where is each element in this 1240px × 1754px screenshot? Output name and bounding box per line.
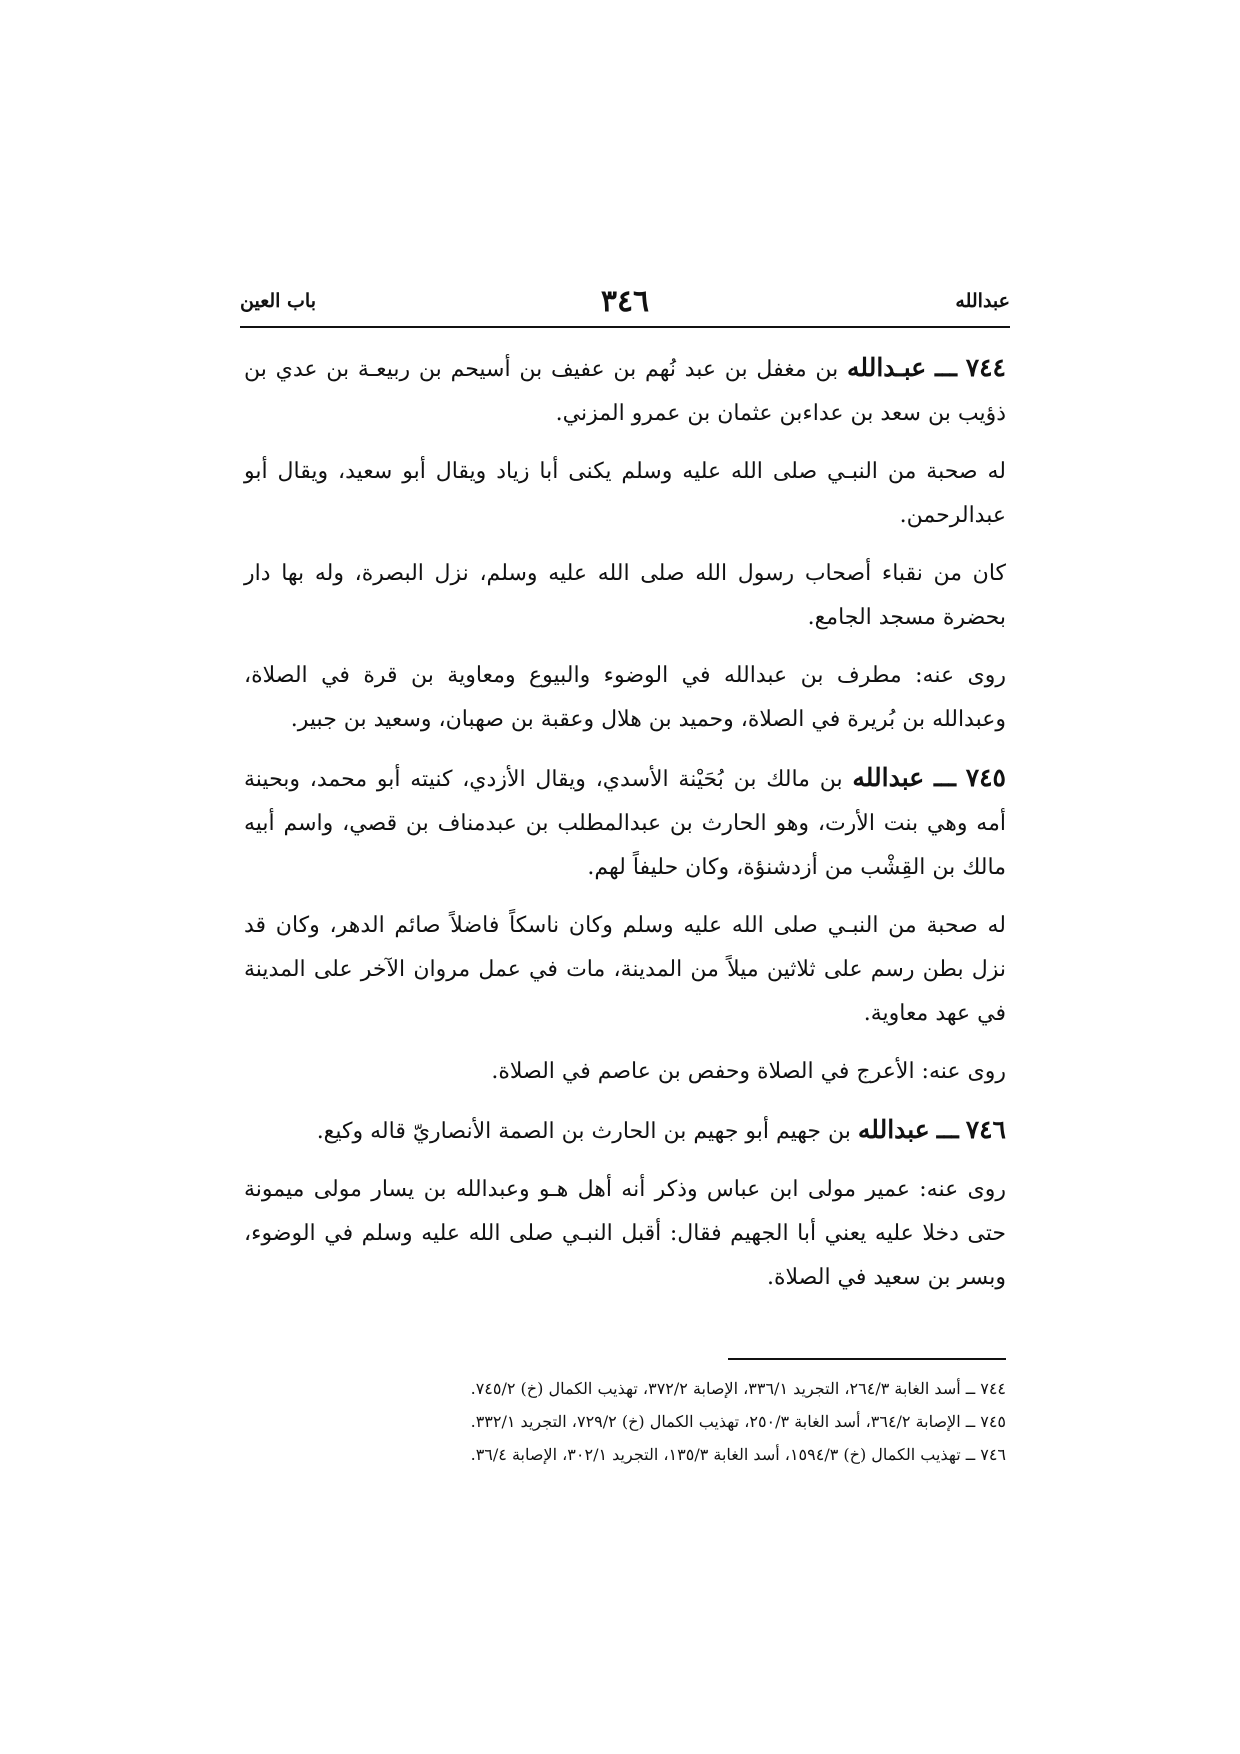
footnote-745: ٧٤٥ ــ الإصابة ٣٦٤/٢، أسد الغابة ٢٥٠/٣، تهذيب الكمال (خ) ٧٢٩/٢، التجريد ٣٣٢/١. [470, 1412, 1006, 1431]
entry-number: ٧٤٤ [965, 353, 1006, 382]
running-header [240, 284, 1010, 328]
entry-744-paragraph: له صحبة من النبـي صلى الله عليه وسلم يكنى أبا زياد ويقال أبو سعيد، ويقال أبو عبدالرحمن. [244, 459, 1006, 528]
header-chapter-title: باب العين [240, 290, 317, 312]
entry-number: ٧٤٥ [965, 763, 1006, 792]
entry-745-paragraph: له صحبة من النبـي صلى الله عليه وسلم وكان ناسكاً فاضلاً صائم الدهر، وكان قد نزل بطن رسم على ثلاثين ميلاً من المدينة، مات في عمل مروان الآخر على المدينة في عهد معاوية. [244, 913, 1006, 1026]
header-section-name: عبدالله [955, 290, 1010, 312]
entry-dash: ـــ [936, 1115, 959, 1144]
entry-744-paragraph: روى عنه: مطرف بن عبدالله في الوضوء والبيوع ومعاوية بن قرة في الصلاة، وعبدالله بن بُريرة في الصلاة، وحميد بن هلال وعقبة بن صهبان، وسعيد بن جبير. [244, 663, 1006, 732]
footnote-rule [728, 1358, 1006, 1360]
entry-dash: ـــ [933, 763, 956, 792]
footnotes [244, 1372, 1006, 1471]
entry-746-heading [244, 1108, 1006, 1154]
entry-744-paragraph: كان من نقباء أصحاب رسول الله صلى الله عليه وسلم، نزل البصرة، وله بها دار بحضرة مسجد الجامع. [244, 561, 1006, 630]
entry-lineage: بن مغفل بن عبد نُهم بن عفيف بن أسيحم بن ربيعـة بن عدي بن ذؤيب بن سعد بن عداءبن عثمان بن عمرو المزني. [244, 357, 1006, 426]
entry-number: ٧٤٦ [965, 1115, 1006, 1144]
footnote-744: ٧٤٤ ــ أسد الغابة ٢٦٤/٣، التجريد ٣٣٦/١، الإصابة ٣٧٢/٢، تهذيب الكمال (خ) ٧٤٥/٢. [470, 1379, 1006, 1398]
page-number: ٣٤٦ [600, 284, 650, 319]
entry-746-paragraph: روى عنه: عمير مولى ابن عباس وذكر أنه أهل هـو وعبدالله بن يسار مولى ميمونة حتى دخلا عليه يعني أبا الجهيم فقال: أقبل النبـي صلى الله عليه وسلم في الوضوء، وبسر بن سعيد في الصلاة. [244, 1177, 1006, 1290]
entry-744-heading [244, 346, 1006, 436]
entry-name: عبدالله [852, 763, 925, 792]
footnote-746: ٧٤٦ ــ تهذيب الكمال (خ) ١٥٩٤/٣، أسد الغابة ١٣٥/٣، التجريد ٣٠٢/١، الإصابة ٣٦/٤. [470, 1445, 1006, 1464]
entry-745-heading [244, 756, 1006, 890]
header-rule [240, 326, 1010, 328]
entry-name: عبـدالله [847, 353, 927, 382]
entry-745-paragraph: روى عنه: الأعرج في الصلاة وحفص بن عاصم في الصلاة. [491, 1059, 1006, 1084]
entry-lineage: بن جهيم أبو جهيم بن الحارث بن الصمة الأنصاريّ قاله وكيع. [316, 1119, 858, 1144]
main-text [244, 346, 1006, 1314]
entry-lineage: بن مالك بن بُحَيْنة الأسدي، ويقال الأزدي، كنيته أبو محمد، وبحينة أمه وهي بنت الأرت، وهو الحارث بن عبدالمطلب بن عبدمناف بن قصي، واسم أبيه مالك بن القِشْب من أزدشنؤة، وكان حليفاً لهم. [244, 767, 1006, 880]
entry-dash: ـــ [934, 353, 957, 382]
entry-name: عبدالله [857, 1115, 930, 1144]
